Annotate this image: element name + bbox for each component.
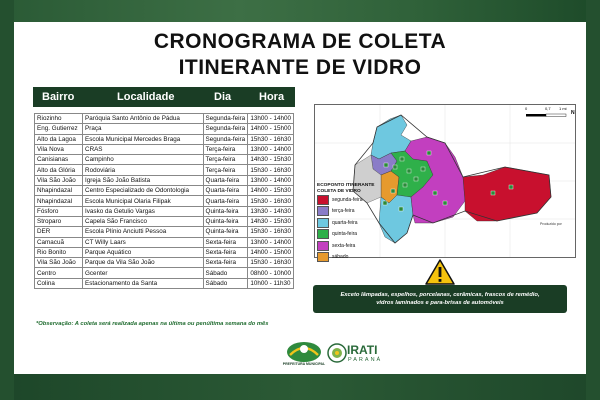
cell-bairro: Vila Nova xyxy=(35,144,83,154)
cell-bairro: Colina xyxy=(35,278,83,288)
cell-dia: Segunda-feira xyxy=(203,114,248,124)
cell-hora: 13h00 - 14h00 xyxy=(248,144,294,154)
cell-bairro: Stroparo xyxy=(35,216,83,226)
cell-localidade: Escola Municipal Olaria Filipak xyxy=(83,196,204,206)
table-row xyxy=(35,196,294,206)
cell-bairro: Fósforo xyxy=(35,206,83,216)
cell-bairro: Vila São João xyxy=(35,258,83,268)
cell-bairro: Vila São João xyxy=(35,175,83,185)
cell-dia: Sábado xyxy=(203,268,248,278)
legend-swatch xyxy=(317,195,329,205)
cell-bairro: Rio Bonito xyxy=(35,247,83,257)
cell-hora: 13h00 - 14h00 xyxy=(248,237,294,247)
cell-localidade: Escola Plínio Anciutti Pessoa xyxy=(83,227,204,237)
legend-swatch xyxy=(317,252,329,262)
background-bottom xyxy=(0,372,600,400)
cell-hora: 15h30 - 16h30 xyxy=(248,165,294,175)
cell-dia: Quinta-feira xyxy=(203,216,248,226)
cell-dia: Segunda-feira xyxy=(203,134,248,144)
cell-localidade: Escola Municipal Mercedes Braga xyxy=(83,134,204,144)
cell-localidade: CRAS xyxy=(83,144,204,154)
scale-label-0: 0 xyxy=(525,106,528,111)
legend-label: sexta-feira xyxy=(332,242,356,249)
header-hora: Hora xyxy=(259,91,285,103)
cell-dia: Segunda-feira xyxy=(203,124,248,134)
legend-swatch xyxy=(317,229,329,239)
cell-hora: 13h00 - 14h00 xyxy=(248,175,294,185)
north-arrow-icon: N xyxy=(571,110,575,116)
table-row xyxy=(35,237,294,247)
irati-emblem-icon xyxy=(327,340,347,366)
cell-hora: 14h00 - 15h00 xyxy=(248,247,294,257)
prefeitura-logo xyxy=(282,339,326,368)
legend-item xyxy=(317,217,377,229)
cell-dia: Quarta-feira xyxy=(203,186,248,196)
legend-item xyxy=(317,194,377,206)
table-row xyxy=(35,165,294,175)
legend-swatch xyxy=(317,206,329,216)
cell-hora: 10h00 - 11h30 xyxy=(248,278,294,288)
cell-localidade: Capela São Francisco xyxy=(83,216,204,226)
scale-label-end: 1 mi xyxy=(559,106,567,111)
warning-text-1: Exceto lâmpadas, espelhos, porcelanas, cerâmicas, frascos de remédio, xyxy=(340,292,540,298)
cell-dia: Terça-feira xyxy=(203,155,248,165)
cell-dia: Quinta-feira xyxy=(203,227,248,237)
cell-dia: Sexta-feira xyxy=(203,258,248,268)
legend-swatch xyxy=(317,241,329,251)
cell-hora: 15h30 - 16h30 xyxy=(248,258,294,268)
legend-item xyxy=(317,229,377,241)
cell-bairro: Riozinho xyxy=(35,114,83,124)
table-row xyxy=(35,134,294,144)
legend-swatch xyxy=(317,218,329,228)
cell-bairro: Nhapindazal xyxy=(35,196,83,206)
legend-label: quarta-feira xyxy=(332,219,358,226)
cell-localidade: CT Willy Laars xyxy=(83,237,204,247)
irati-logo xyxy=(327,340,383,371)
cell-hora: 14h00 - 15h30 xyxy=(248,186,294,196)
cell-hora: 14h30 - 15h30 xyxy=(248,155,294,165)
legend-item xyxy=(317,252,377,264)
legend-label: quinta-feira xyxy=(332,231,358,238)
cell-localidade: Gcenter xyxy=(83,268,204,278)
schedule-table xyxy=(34,113,294,289)
table-row xyxy=(35,124,294,134)
cell-localidade: Ivasko da Getulio Vargas xyxy=(83,206,204,216)
title-line-1: CRONOGRAMA DE COLETA xyxy=(153,30,447,53)
cell-localidade: Parque Aquático xyxy=(83,247,204,257)
cell-localidade: Parque da Vila São João xyxy=(83,258,204,268)
warning-box xyxy=(313,285,567,313)
cell-localidade: Praça xyxy=(83,124,204,134)
cell-bairro: Canisianas xyxy=(35,155,83,165)
cell-dia: Quarta-feira xyxy=(203,175,248,185)
table-row xyxy=(35,114,294,124)
cell-dia: Sexta-feira xyxy=(203,237,248,247)
cell-bairro: Alto da Glória xyxy=(35,165,83,175)
cell-hora: 14h30 - 15h30 xyxy=(248,216,294,226)
cell-bairro: Camacuã xyxy=(35,237,83,247)
map-credit: Produzido por xyxy=(540,222,562,226)
cell-bairro: Alto da Lagoa xyxy=(35,134,83,144)
table-row xyxy=(35,216,294,226)
legend-title: ECOPONTO ITINERANTE COLETA DE VIDRO xyxy=(317,183,375,194)
cell-bairro: Eng. Gutierrez xyxy=(35,124,83,134)
legend-label: terça-feira xyxy=(332,208,355,215)
legend-item xyxy=(317,206,377,218)
cell-dia: Sexta-feira xyxy=(203,247,248,257)
cell-dia: Terça-feira xyxy=(203,144,248,154)
irati-logo-name: IRATI xyxy=(347,343,378,357)
table-row xyxy=(35,268,294,278)
map-legend xyxy=(317,183,377,263)
legend-label: segunda-feira xyxy=(332,196,363,203)
cell-bairro: Centro xyxy=(35,268,83,278)
title-line-2: ITINERANTE DE VIDRO xyxy=(178,56,422,79)
legend-item xyxy=(317,240,377,252)
table-row xyxy=(35,206,294,216)
cell-localidade: Igreja São João Batista xyxy=(83,175,204,185)
scale-label-mid: 0,7 xyxy=(545,106,551,111)
cell-dia: Terça-feira xyxy=(203,165,248,175)
cell-localidade: Estacionamento da Santa xyxy=(83,278,204,288)
cell-bairro: Nhapindazal xyxy=(35,186,83,196)
table-row xyxy=(35,278,294,288)
cell-localidade: Rodoviária xyxy=(83,165,204,175)
prefeitura-logo-text: PREFEITURA MUNICIPAL xyxy=(282,362,326,366)
region-segunda xyxy=(463,167,551,221)
warning-text-2: vidros laminados e para-brisas de automóveis xyxy=(376,300,504,306)
cell-hora: 13h30 - 14h30 xyxy=(248,206,294,216)
header-localidade: Localidade xyxy=(117,91,175,103)
table-header xyxy=(33,87,295,107)
table-row xyxy=(35,175,294,185)
table-row xyxy=(35,155,294,165)
cell-bairro: DER xyxy=(35,227,83,237)
cell-localidade: Campinho xyxy=(83,155,204,165)
header-dia: Dia xyxy=(214,91,232,103)
table-row xyxy=(35,227,294,237)
table-row xyxy=(35,186,294,196)
cell-dia: Quarta-feira xyxy=(203,196,248,206)
cell-hora: 15h30 - 16h30 xyxy=(248,134,294,144)
cell-localidade: Paróquia Santo Antônio de Pádua xyxy=(83,114,204,124)
cell-hora: 13h00 - 14h00 xyxy=(248,114,294,124)
cell-localidade: Centro Especializado de Odontologia xyxy=(83,186,204,196)
header-bairro: Bairro xyxy=(42,91,75,103)
cell-hora: 08h00 - 10h00 xyxy=(248,268,294,278)
irati-logo-sub: PARANÁ xyxy=(348,357,383,363)
cell-hora: 14h00 - 15h00 xyxy=(248,124,294,134)
cell-hora: 15h30 - 16h30 xyxy=(248,227,294,237)
cell-hora: 15h30 - 16h30 xyxy=(248,196,294,206)
legend-label: sábado xyxy=(332,254,349,261)
cell-dia: Quinta-feira xyxy=(203,206,248,216)
table-row xyxy=(35,258,294,268)
table-row xyxy=(35,247,294,257)
table-row xyxy=(35,144,294,154)
observation-note: *Observação: A coleta será realizada apenas na última ou penúltima semana do mês xyxy=(36,321,269,327)
cell-dia: Sábado xyxy=(203,278,248,288)
